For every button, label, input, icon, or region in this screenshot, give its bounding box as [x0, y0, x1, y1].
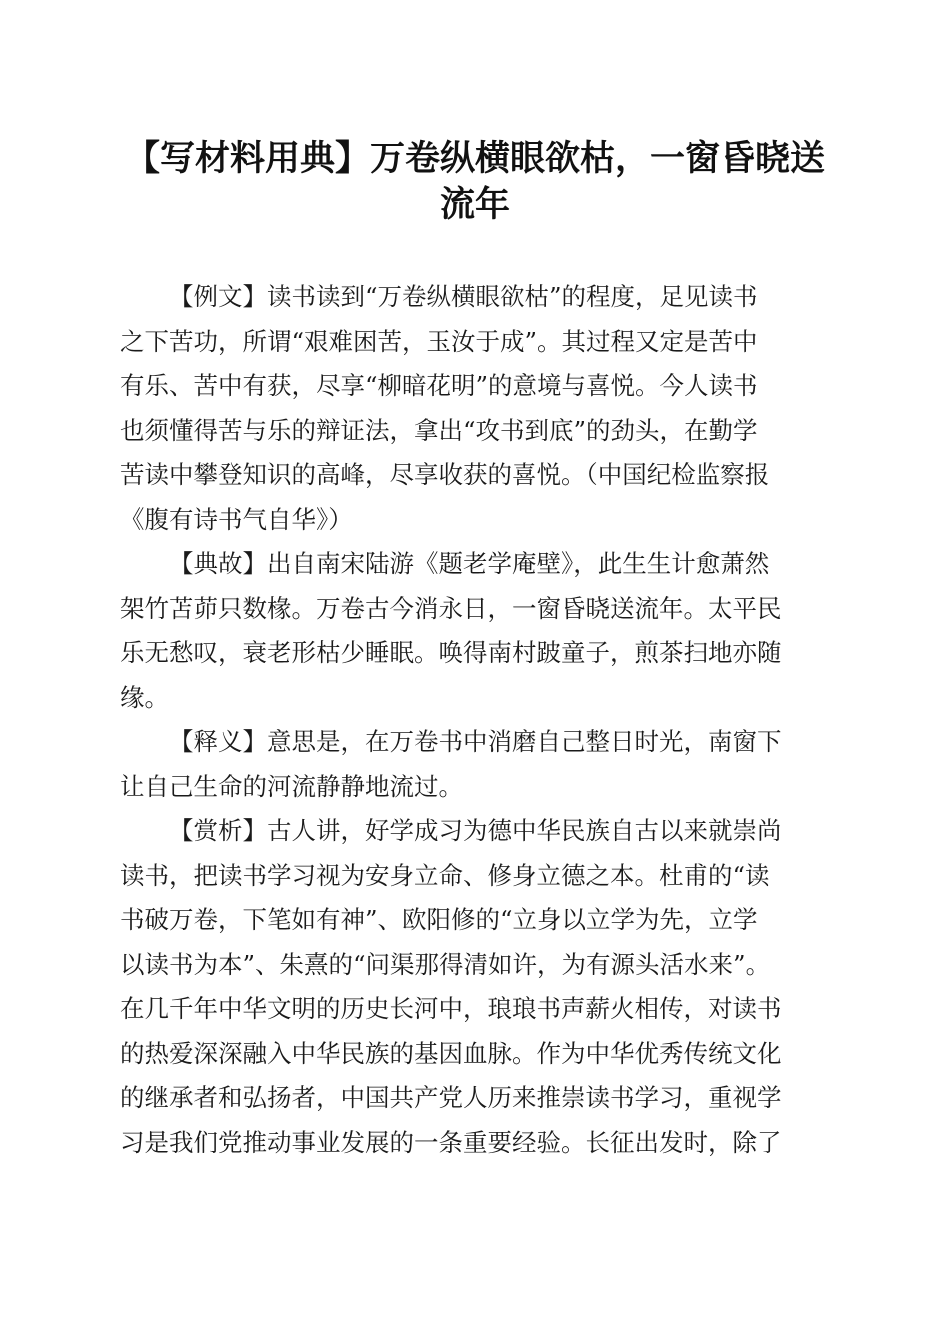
text-line: 习是我们党推动事业发展的一条重要经验。长征出发时，除了 [120, 1127, 782, 1157]
paragraph-allusion [120, 542, 832, 720]
text-line: 的继承者和弘扬者，中国共产党人历来推崇读书学习，重视学 [120, 1083, 782, 1112]
text-line: 【释义】意思是，在万卷书中消磨自己整日时光，南窗下 [169, 727, 782, 756]
text-line: 的热爱深深融入中华民族的基因血脉。作为中华优秀传统文化 [120, 1038, 782, 1068]
text-line: 《腹有诗书气自华》） [120, 504, 353, 534]
document-title [110, 136, 840, 228]
text-line: 【例文】读书读到“万卷纵横眼欲枯”的程度，足见读书 [169, 282, 758, 311]
text-line: 之下苦功，所谓“艰难困苦，玉汝于成”。其过程又定是苦中 [120, 326, 758, 356]
text-line: 书破万卷，下笔如有神”、欧阳修的“立身以立学为先，立学 [120, 905, 758, 934]
text-line: 有乐、苦中有获，尽享“柳暗花明”的意境与喜悦。今人读书 [120, 371, 758, 400]
text-line: 以读书为本”、朱熹的“问渠那得清如许，为有源头活水来”。 [120, 949, 771, 979]
text-line: 在几千年中华文明的历史长河中，琅琅书声薪火相传，对读书 [120, 994, 782, 1023]
text-line: 【典故】出自南宋陆游《题老学庵壁》，此生生计愈萧然 [169, 549, 770, 578]
text-line: 架竹苫茆只数椽。万卷古今消永日，一窗昏晓送流年。太平民 [120, 593, 782, 623]
paragraph-appreciation [120, 809, 832, 1165]
title-line: 流年 [439, 185, 510, 225]
text-line: 苦读中攀登知识的高峰，尽享收获的喜悦。（中国纪检监察报 [120, 460, 770, 489]
paragraph-example [120, 275, 832, 542]
paragraph-interpretation [120, 720, 832, 809]
text-line: 【赏析】古人讲，好学成习为德中华民族自古以来就崇尚 [169, 816, 782, 845]
text-line: 读书，把读书学习视为安身立命、修身立德之本。杜甫的“读 [120, 860, 770, 890]
text-line: 让自己生命的河流静静地流过。 [120, 771, 463, 801]
text-line: 也须懂得苦与乐的辩证法，拿出“攻书到底”的劲头，在勤学 [120, 415, 758, 445]
document-body [120, 275, 832, 1165]
text-line: 缘。 [120, 682, 169, 712]
title-line: 【写材料用典】万卷纵横眼欲枯，一窗昏晓送 [124, 139, 825, 179]
text-line: 乐无愁叹，衰老形枯少睡眠。唤得南村跛童子，煎茶扫地亦随 [120, 638, 782, 667]
